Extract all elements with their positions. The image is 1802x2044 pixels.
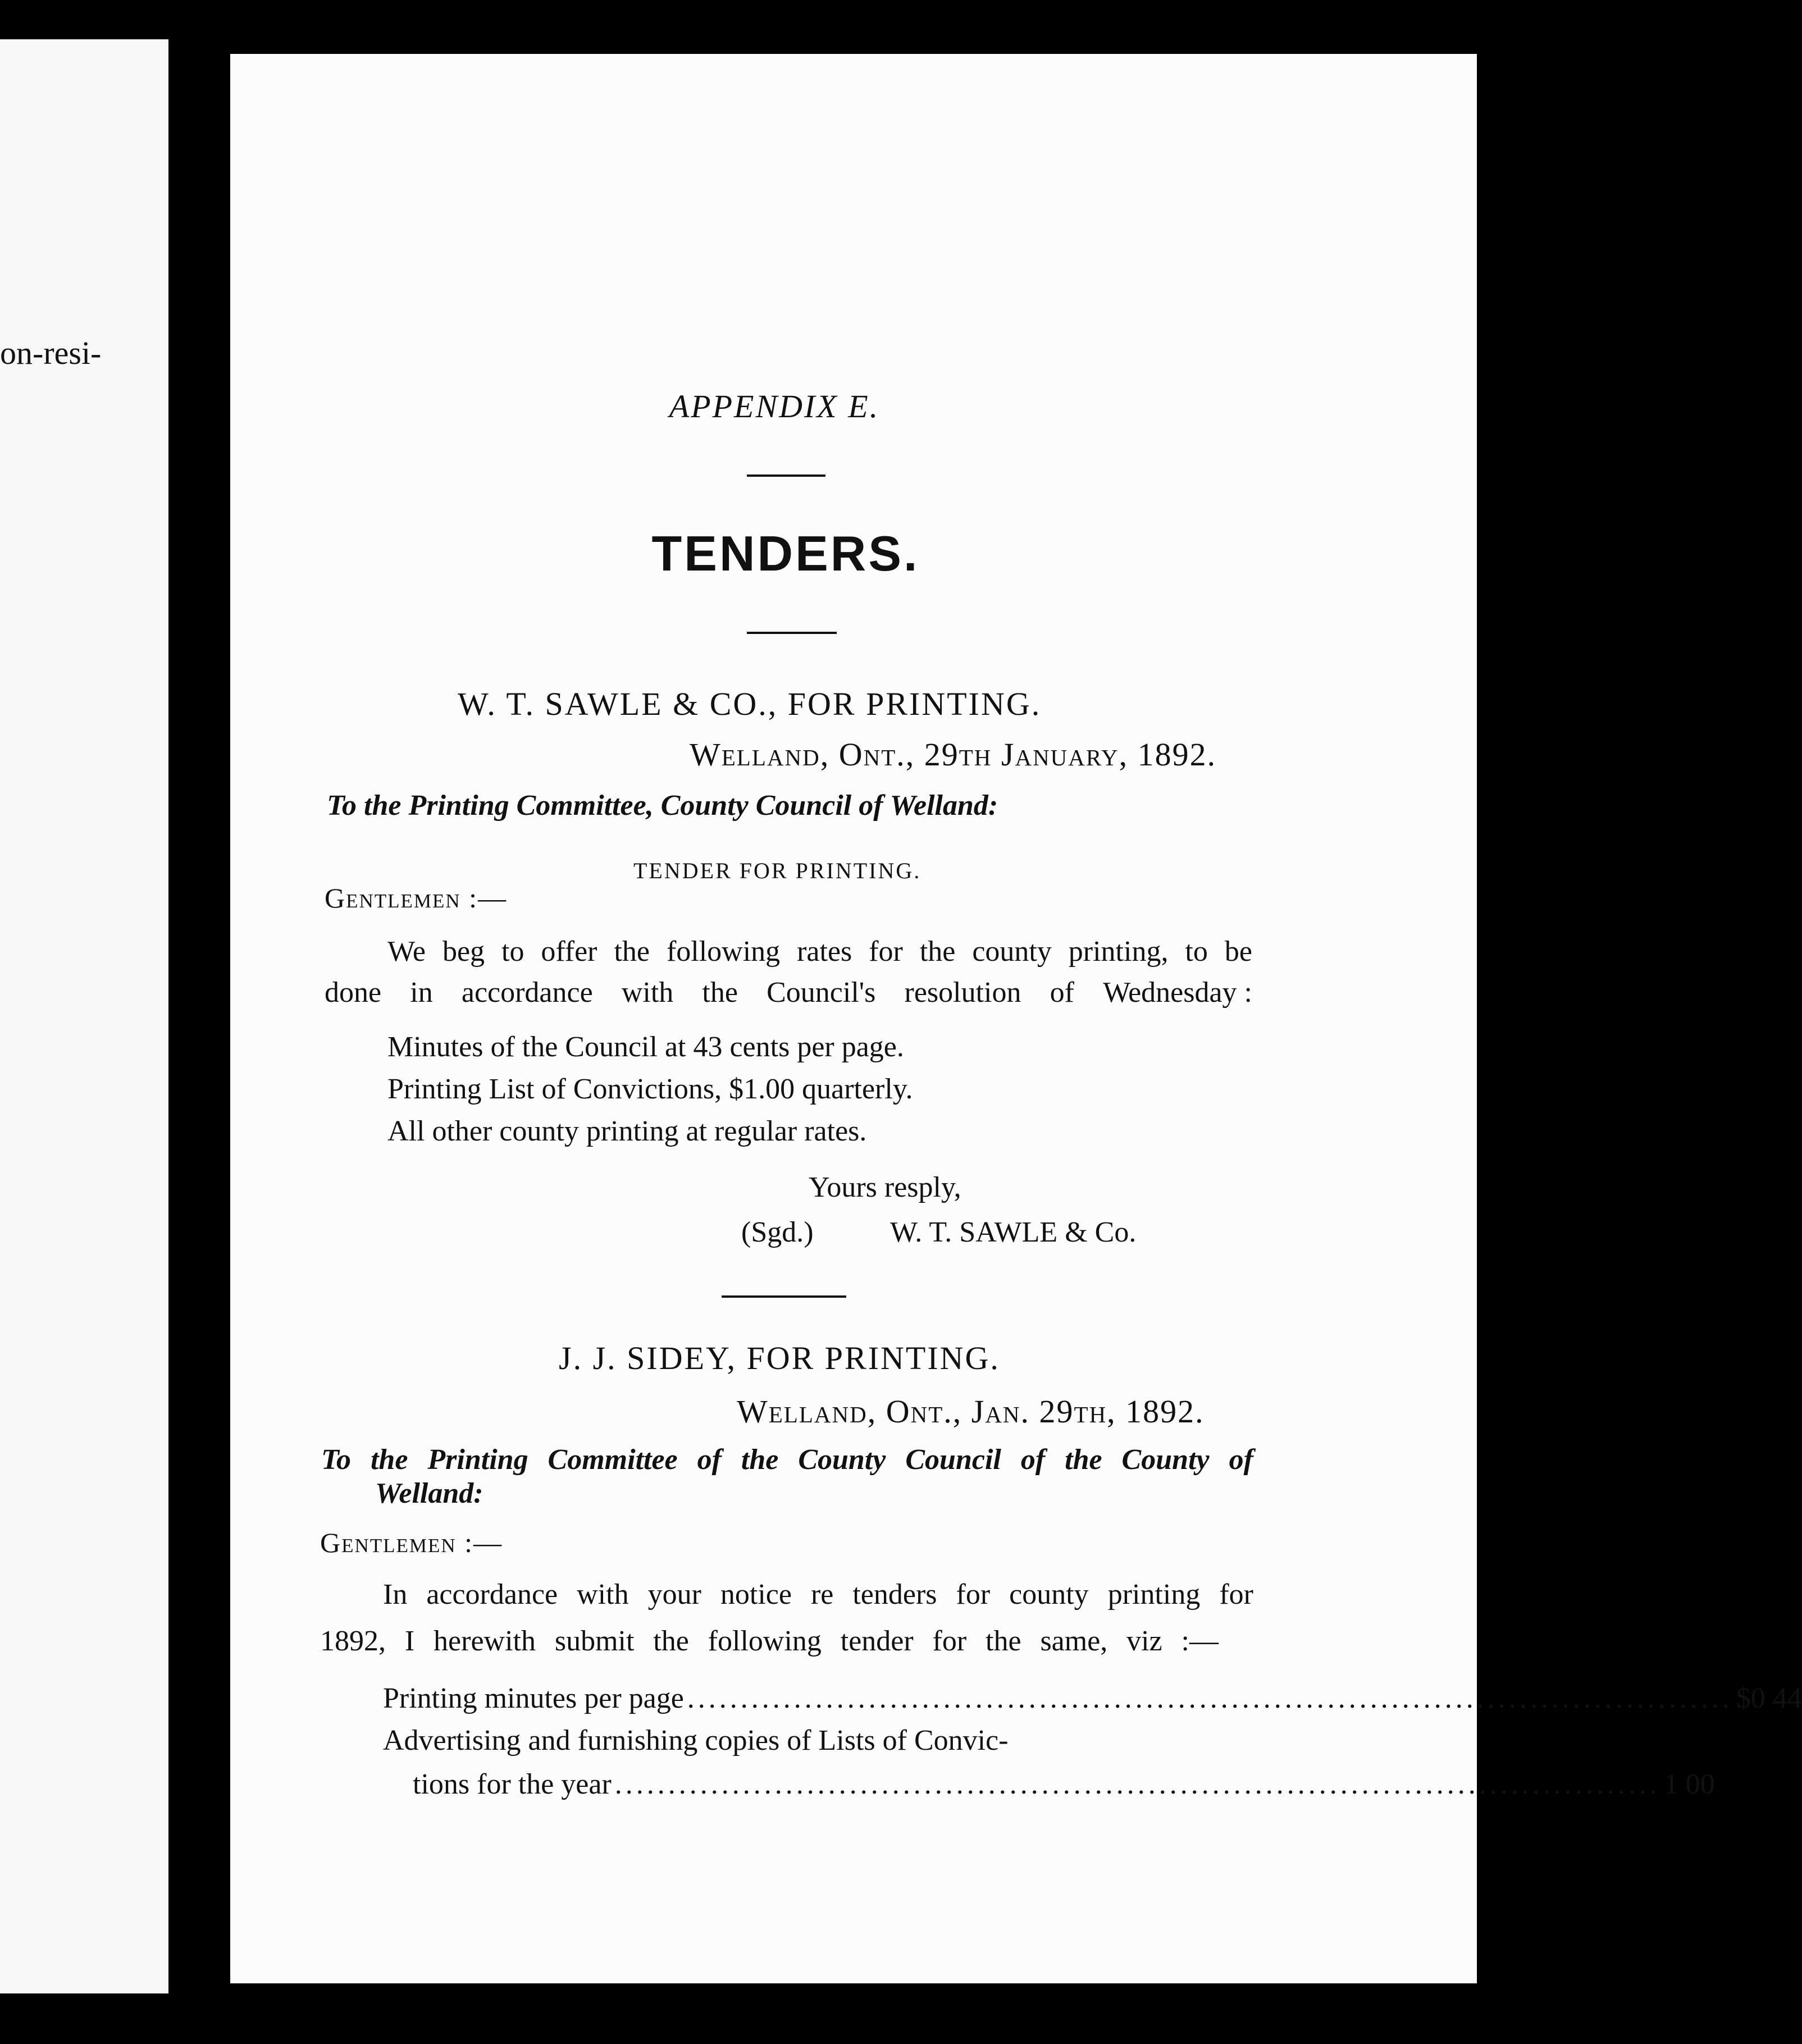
sidey-rate-row: Printing minutes per page .................................................................................................. $0 44 [383, 1682, 1802, 1714]
sidey-heading: J. J. SIDEY, FOR PRINTING. [559, 1340, 1000, 1376]
sidey-addressee-line-2: Welland: [375, 1477, 483, 1509]
sawle-paragraph-line-1: We beg to offer the following rates for the county printing, to be [387, 936, 1252, 968]
divider-rule [747, 632, 837, 634]
sidey-dateline: Welland, Ont., Jan. 29th, 1892. [737, 1393, 1205, 1430]
divider-rule [722, 1295, 846, 1298]
sidey-paragraph-line-2: 1892, I herewith submit the following tender for the same, viz :— [320, 1625, 1219, 1657]
sidey-rate-row-text: Advertising and furnishing copies of Lists of Convic- [383, 1724, 1009, 1756]
dot-leader: .................................................................................................. [687, 1682, 1733, 1714]
sawle-closing: Yours resply, [809, 1171, 961, 1203]
left-page [0, 39, 168, 1993]
sawle-salutation: Gentlemen :— [325, 882, 508, 914]
sawle-item: All other county printing at regular rates. [387, 1115, 867, 1147]
sawle-item: Printing List of Convictions, $1.00 quarterly. [387, 1073, 913, 1105]
divider-rule [747, 474, 825, 477]
sidey-salutation: Gentlemen :— [320, 1527, 503, 1558]
sawle-addressee: To the Printing Committee, County Council of Welland: [327, 790, 998, 822]
sawle-paragraph-line-2: done in accordance with the Council's resolution of Wednesday : [325, 977, 1252, 1009]
book-spine [191, 56, 230, 1977]
sidey-paragraph-line-1: In accordance with your notice re tenders for county printing for [383, 1578, 1253, 1610]
sawle-subheading: TENDER FOR PRINTING. [633, 858, 921, 883]
sawle-sgd: (Sgd.) [741, 1216, 814, 1248]
sidey-addressee-line-1: To the Printing Committee of the County Council of the County of [321, 1444, 1253, 1476]
page-title: TENDERS. [651, 526, 920, 581]
left-page-fragment: on-resi- [0, 335, 102, 371]
sawle-item: Minutes of the Council at 43 cents per page. [387, 1031, 904, 1063]
sawle-signature: W. T. SAWLE & Co. [890, 1216, 1137, 1248]
appendix-heading: APPENDIX E. [669, 388, 880, 425]
sidey-rate-row: tions for the year .................................................................................................. 1 00 [413, 1768, 1715, 1800]
sawle-heading: W. T. SAWLE & CO., FOR PRINTING. [458, 686, 1042, 722]
sawle-dateline: Welland, Ont., 29th January, 1892. [690, 736, 1217, 773]
dot-leader: .................................................................................................. [614, 1768, 1660, 1800]
